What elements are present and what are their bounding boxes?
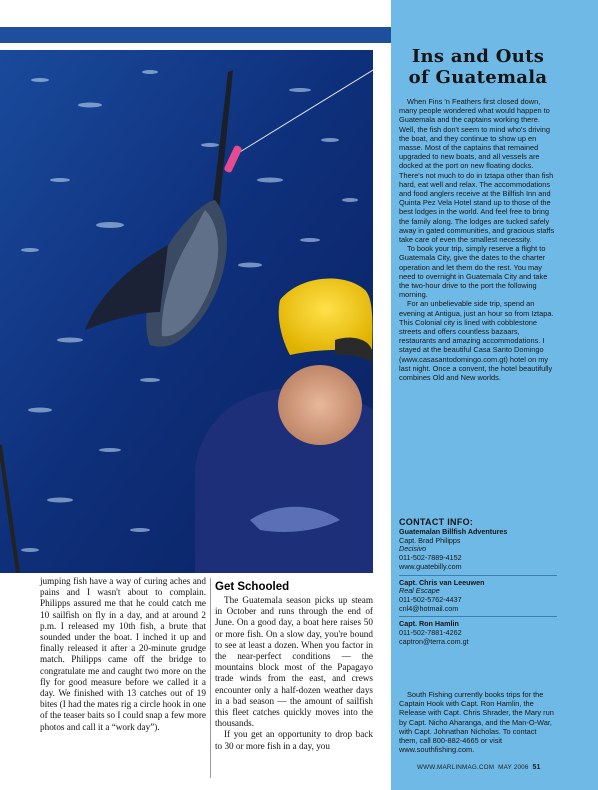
sidebar-paragraph: For an unbelievable side trip, spend an evening at Antigua, just an hour so from Iztapa. This Colonial city is lined with cobblestone streets and offers countless bazaars, restaurants and amazing accommodations. I stayed at the beautiful Casa Santo Domingo (www.casasantodomingo.com.gt) hotel on my last night. Once a convent, the hotel beautifully combines Old and New worlds. (399, 299, 554, 383)
contact-block (399, 528, 557, 576)
sidebar-title (399, 46, 557, 88)
closing-paragraph: South Fishing currently books trips for the Captain Hook with Capt. Ron Hamlin, the Release with Capt. Chris Shrader, the Mary run by Capt. Nicho Aharanga, and the Man-O-War, with Capt. Johnathan Nicholas. To contact them, call 800-882-4665 or visit www.southfishing.com. (399, 690, 554, 755)
contact-email: cnl4@hotmail.com (399, 603, 459, 613)
column-divider (210, 578, 211, 778)
contact-block (399, 620, 557, 649)
page-footer (417, 764, 557, 771)
sidebar-paragraph: To book your trip, simply reserve a flight to Guatemala City, give the dates to the charter operation and let them do the rest. You may need to overnight in Guatemala City and take the two-hour drive to the port the following morning. (399, 244, 548, 300)
contact-phone: 011-502-7889-4152 (399, 553, 462, 563)
contact-boat: Real Escape (399, 586, 440, 596)
contact-email: captron@terra.com.gt (399, 636, 469, 646)
article-column-left (40, 576, 206, 733)
footer-date: MAY 2006 (498, 764, 529, 771)
contact-name: Capt. Chris van Leeuwen (399, 577, 485, 587)
article-column-right (215, 580, 373, 752)
article-paragraph: jumping fish have a way of curing aches and pains and I wasn't about to complain. Philipps assured me that he could catch me 10 sailfish on fly in a day, and at around 2 p.m. I released my 10th fish, a brute that sounded under the boat. I inched it up and finally released it after a 20-minute grudge match. Philipps came off the bridge to congratulate me and caught two more on the fly for good measure before we called it a day. We finished with 13 catches out of 19 bites (I had the mates rig a circle hook in one of the teaser baits so I could snap a few more photos and call it a “work day”). (40, 576, 206, 732)
sailfish-photo (0, 50, 373, 573)
contact-web: www.guatebilly.com (399, 561, 462, 571)
article-paragraph: The Guatemala season picks up steam in October and runs through the end of June. On a good day, a boat here raises 50 or more fish. On a slow day, you're bound to see at least a dozen. When you factor in the near-perfect conditions — the mountains block most of the Papagayo trade winds from the east, and crews encounter only a half-dozen weather days in a bad season — the amount of sailfish this fleet catches quickly moves into the thousands. (215, 595, 373, 729)
contact-org: Guatemalan Billfish Adventures (399, 527, 508, 536)
sidebar-body (399, 97, 557, 382)
sidebar-title-line2: of Guatemala (408, 67, 548, 88)
footer-site: WWW.MARLINMAG.COM (417, 764, 495, 771)
contact-name: Capt. Brad Philipps (399, 535, 461, 545)
contact-name: Capt. Ron Hamlin (399, 619, 459, 629)
contact-header: CONTACT INFO: (399, 517, 474, 527)
sidebar-paragraph: When Fins 'n Feathers first closed down, many people wondered what would happen to Guatemala and the captains working there. Well, the fish don't seem to mind who's driving the boat, and they continue to show up en masse. Most of the captains that remained upgraded to new boats, and all vessels are docked at the port on new floating docks. There's not much to do in Iztapa other than fish hard, eat well and relax. The accommodations and food anglers receive at the Billfish Inn and Quinta Pez Vela Hotel stand up to those of the best lodges in the world. And feel free to bring the family along. The lodges are tucked safely away in gated communities, and gracious staffs take care of even the smallest necessity. (399, 97, 555, 245)
contact-info (399, 517, 557, 652)
sidebar-title-line1: Ins and Outs (411, 46, 545, 67)
article-paragraph: If you get an opportunity to drop back to 30 or more fish in a day, you (215, 729, 373, 751)
contact-phone: 011-502-5762-4437 (399, 594, 462, 604)
closing-note (399, 690, 557, 754)
contact-phone: 011-502-7881-4262 (399, 628, 462, 638)
contact-block (399, 579, 557, 618)
top-color-bar (0, 27, 391, 43)
contact-boat: Decisivo (399, 544, 427, 554)
page-number: 51 (532, 764, 541, 771)
section-heading: Get Schooled (215, 581, 290, 593)
